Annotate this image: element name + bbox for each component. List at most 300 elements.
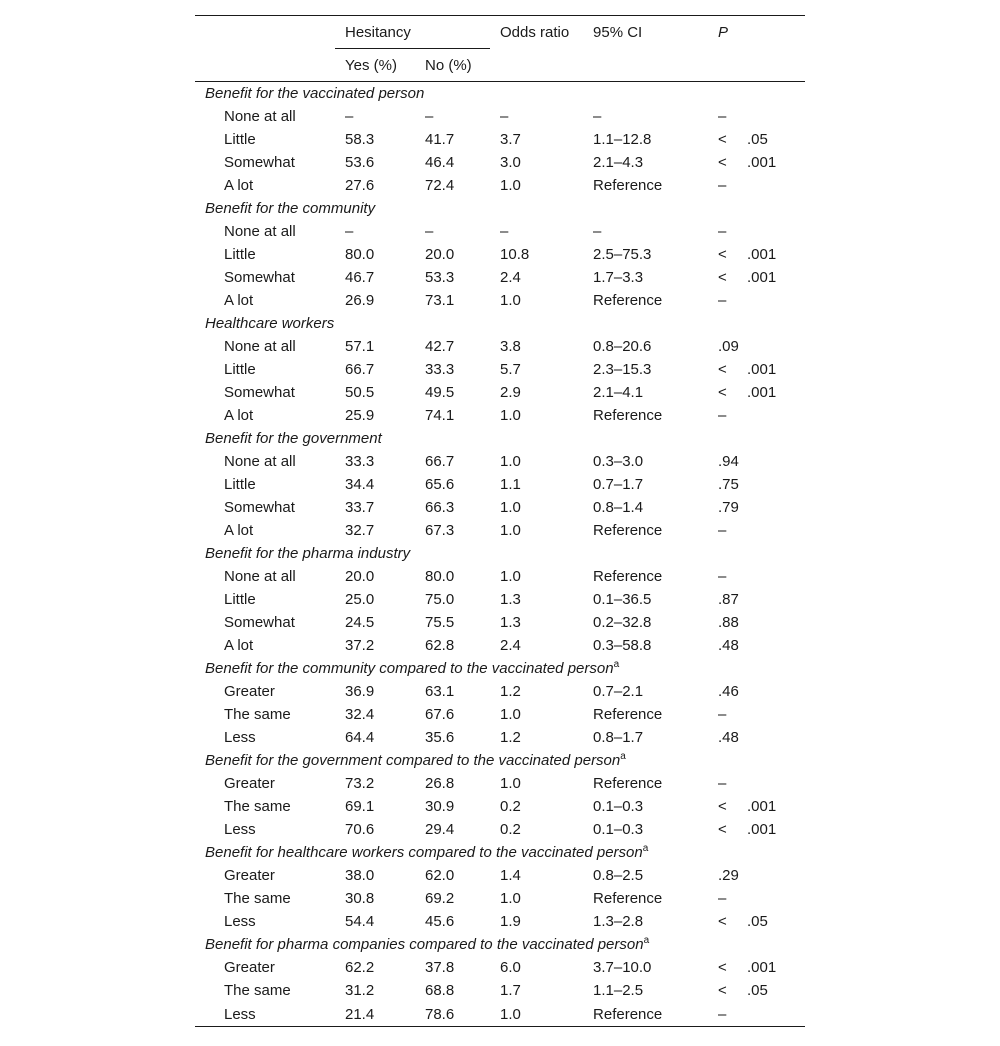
- no-percent-cell: 42.7: [425, 338, 455, 355]
- less-than-sign: <: [718, 361, 727, 378]
- no-percent-cell: 80.0: [425, 568, 455, 585]
- odds-ratio-cell: 1.0: [500, 499, 521, 516]
- footnote-marker: a: [642, 843, 649, 854]
- p-value: .79: [718, 499, 739, 516]
- yes-percent-cell: 64.4: [345, 729, 375, 746]
- p-value-cell: [701, 496, 805, 519]
- yes-percent-cell: 73.2: [345, 775, 375, 792]
- odds-ratio-cell: 1.1: [500, 476, 521, 493]
- odds-ratio-cell: 3.0: [500, 154, 521, 171]
- odds-ratio-cell: 2.4: [500, 269, 521, 286]
- group-title: Benefit for pharma companies compared to the vaccinated person: [205, 936, 644, 953]
- ci-cell: Reference: [593, 775, 663, 792]
- p-value-cell: [701, 703, 805, 726]
- row-label: Somewhat: [224, 269, 295, 286]
- table-row: [195, 818, 805, 841]
- header-blank-2: [195, 49, 335, 82]
- ci-cell: –: [593, 223, 602, 240]
- ci-cell: 1.1–2.5: [593, 982, 644, 999]
- less-than-sign: <: [718, 384, 727, 401]
- less-than-sign: <: [718, 959, 727, 976]
- odds-ratio-cell: 3.8: [500, 338, 521, 355]
- yes-percent-cell: 32.4: [345, 706, 375, 723]
- row-label: A lot: [224, 292, 254, 309]
- no-percent-cell: 75.5: [425, 614, 455, 631]
- p-value: .001: [747, 154, 777, 171]
- yes-percent-cell: 70.6: [345, 821, 375, 838]
- p-value-cell: [701, 450, 805, 473]
- odds-ratio-cell: 1.0: [500, 292, 521, 309]
- odds-ratio-cell: 2.9: [500, 384, 521, 401]
- no-percent-cell: 29.4: [425, 821, 455, 838]
- ci-cell: 1.1–12.8: [593, 131, 652, 148]
- p-value-cell: [701, 1002, 805, 1027]
- p-value: .29: [718, 867, 739, 884]
- p-value: .05: [747, 982, 768, 999]
- ci-cell: 0.8–1.4: [593, 499, 644, 516]
- no-percent-cell: 66.3: [425, 499, 455, 516]
- odds-ratio-cell: 1.0: [500, 568, 521, 585]
- group-title: Benefit for the pharma industry: [205, 545, 411, 562]
- p-value-cell: [701, 588, 805, 611]
- odds-ratio-cell: 1.0: [500, 522, 521, 539]
- ci-cell: Reference: [593, 568, 663, 585]
- odds-ratio-cell: 6.0: [500, 959, 521, 976]
- table-row: [195, 404, 805, 427]
- p-value-cell: [701, 979, 805, 1002]
- no-percent-cell: 37.8: [425, 959, 455, 976]
- footnote-marker: a: [643, 935, 650, 946]
- yes-percent-cell: 24.5: [345, 614, 375, 631]
- no-percent-cell: 20.0: [425, 246, 455, 263]
- yes-percent-cell: 26.9: [345, 292, 375, 309]
- row-label: Somewhat: [224, 499, 295, 516]
- p-value-cell: [701, 634, 805, 657]
- odds-ratio-cell: –: [500, 223, 509, 240]
- odds-ratio-cell: 5.7: [500, 361, 521, 378]
- group-title-cell: [195, 82, 805, 106]
- p-value: –: [718, 177, 727, 194]
- p-value: .48: [718, 729, 739, 746]
- odds-ratio-cell: 1.0: [490, 1002, 583, 1027]
- row-label: None at all: [224, 108, 296, 125]
- group-row: [195, 427, 805, 450]
- no-percent-cell: 49.5: [425, 384, 455, 401]
- p-value-cell: [701, 404, 805, 427]
- table-row: [195, 910, 805, 933]
- group-title-cell: [195, 312, 805, 335]
- yes-percent-cell: 58.3: [345, 131, 375, 148]
- table-row: [195, 726, 805, 749]
- table-row: [195, 473, 805, 496]
- yes-percent-cell: 69.1: [345, 798, 375, 815]
- group-row: [195, 312, 805, 335]
- table-row: [195, 588, 805, 611]
- odds-ratio-cell: 1.0: [500, 775, 521, 792]
- no-percent-cell: 45.6: [425, 913, 455, 930]
- row-label: The same: [224, 706, 291, 723]
- yes-percent-cell: 31.2: [345, 982, 375, 999]
- table-row: [195, 335, 805, 358]
- group-row: [195, 841, 805, 864]
- p-value: –: [718, 407, 727, 424]
- row-label: Less: [195, 1002, 335, 1027]
- p-value-cell: [701, 128, 805, 151]
- row-label: Somewhat: [224, 384, 295, 401]
- no-percent-cell: 67.6: [425, 706, 455, 723]
- row-label: Less: [224, 729, 256, 746]
- no-percent-cell: 69.2: [425, 890, 455, 907]
- p-value: .001: [747, 821, 777, 838]
- odds-ratio-cell: –: [500, 108, 509, 125]
- group-row: [195, 542, 805, 565]
- ci-cell: 0.8–2.5: [593, 867, 644, 884]
- no-percent-cell: 26.8: [425, 775, 455, 792]
- p-value-cell: [701, 795, 805, 818]
- table-row: [195, 634, 805, 657]
- ci-cell: Reference: [593, 522, 663, 539]
- ci-cell: Reference: [583, 1002, 701, 1027]
- row-label: Greater: [224, 867, 275, 884]
- hesitancy-odds-table: [195, 15, 805, 1027]
- no-percent-cell: 53.3: [425, 269, 455, 286]
- ci-cell: 2.1–4.1: [593, 384, 644, 401]
- ci-cell: 0.7–1.7: [593, 476, 644, 493]
- p-value: .48: [718, 637, 739, 654]
- yes-percent-cell: 25.9: [345, 407, 375, 424]
- group-title-cell: [195, 841, 805, 864]
- odds-ratio-cell: 0.2: [500, 821, 521, 838]
- group-row: [195, 749, 805, 772]
- ci-cell: 1.3–2.8: [593, 913, 644, 930]
- odds-ratio-cell: 1.0: [500, 706, 521, 723]
- p-value: –: [718, 223, 727, 240]
- row-label: None at all: [224, 453, 296, 470]
- ci-cell: 2.1–4.3: [593, 154, 644, 171]
- ci-cell: 2.3–15.3: [593, 361, 652, 378]
- no-percent-cell: 73.1: [425, 292, 455, 309]
- no-percent-cell: 62.8: [425, 637, 455, 654]
- group-title: Benefit for the government compared to the vaccinated person: [205, 752, 621, 769]
- row-label: Little: [224, 246, 256, 263]
- table-row: [195, 220, 805, 243]
- table-body: [195, 82, 805, 1027]
- p-value-cell: [701, 381, 805, 404]
- less-than-sign: <: [718, 913, 727, 930]
- row-label: Little: [224, 361, 256, 378]
- yes-percent-cell: 37.2: [345, 637, 375, 654]
- p-value: .75: [718, 476, 739, 493]
- p-value: .001: [747, 361, 777, 378]
- odds-ratio-cell: 1.2: [500, 729, 521, 746]
- table-row: [195, 956, 805, 979]
- odds-ratio-cell: 1.0: [500, 407, 521, 424]
- header-ci: 95% CI: [583, 16, 701, 82]
- no-percent-cell: 35.6: [425, 729, 455, 746]
- table-row: [195, 450, 805, 473]
- p-value-cell: [701, 772, 805, 795]
- p-value-cell: [701, 611, 805, 634]
- yes-percent-cell: 57.1: [345, 338, 375, 355]
- table-row: [195, 864, 805, 887]
- odds-ratio-cell: 1.4: [500, 867, 521, 884]
- yes-percent-cell: –: [345, 223, 354, 240]
- p-value: –: [718, 292, 727, 309]
- header-no: No (%): [415, 49, 490, 82]
- less-than-sign: <: [718, 821, 727, 838]
- less-than-sign: <: [718, 798, 727, 815]
- footnote-marker: a: [613, 659, 620, 670]
- yes-percent-cell: 36.9: [345, 683, 375, 700]
- p-value: .001: [747, 384, 777, 401]
- data-table-container: [195, 15, 805, 1027]
- odds-ratio-cell: 0.2: [500, 798, 521, 815]
- group-row: [195, 82, 805, 106]
- odds-ratio-cell: 3.7: [500, 131, 521, 148]
- p-value-cell: [701, 151, 805, 174]
- yes-percent-cell: 30.8: [345, 890, 375, 907]
- row-label: The same: [224, 982, 291, 999]
- p-value-cell: [701, 473, 805, 496]
- p-value-cell: [701, 956, 805, 979]
- odds-ratio-cell: 2.4: [500, 637, 521, 654]
- p-value-cell: [701, 726, 805, 749]
- row-label: The same: [224, 798, 291, 815]
- p-value: .09: [718, 338, 739, 355]
- odds-ratio-cell: 1.7: [500, 982, 521, 999]
- yes-percent-cell: 33.3: [345, 453, 375, 470]
- row-label: Greater: [224, 683, 275, 700]
- table-row: [195, 358, 805, 381]
- yes-percent-cell: 62.2: [345, 959, 375, 976]
- p-value-cell: [701, 519, 805, 542]
- yes-percent-cell: 80.0: [345, 246, 375, 263]
- no-percent-cell: 78.6: [415, 1002, 490, 1027]
- p-value: .05: [747, 913, 768, 930]
- table-row: [195, 243, 805, 266]
- group-title-cell: [195, 197, 805, 220]
- no-percent-cell: 62.0: [425, 867, 455, 884]
- odds-ratio-cell: 1.0: [500, 177, 521, 194]
- table-row: [195, 611, 805, 634]
- row-label: None at all: [224, 568, 296, 585]
- row-label: Less: [224, 821, 256, 838]
- row-label: A lot: [224, 407, 254, 424]
- p-value-cell: [701, 335, 805, 358]
- p-value-cell: [701, 243, 805, 266]
- ci-cell: –: [593, 108, 602, 125]
- odds-ratio-cell: 10.8: [500, 246, 530, 263]
- no-percent-cell: 67.3: [425, 522, 455, 539]
- less-than-sign: <: [718, 154, 727, 171]
- table-row: [195, 795, 805, 818]
- p-value-cell: [701, 864, 805, 887]
- ci-cell: Reference: [593, 177, 663, 194]
- row-label: Less: [224, 913, 256, 930]
- p-value-cell: [701, 174, 805, 197]
- row-label: The same: [224, 890, 291, 907]
- odds-ratio-cell: 1.3: [500, 591, 521, 608]
- header-blank: [195, 16, 335, 49]
- p-value-cell: [701, 220, 805, 243]
- ci-cell: Reference: [593, 890, 663, 907]
- row-label: Little: [224, 476, 256, 493]
- less-than-sign: <: [718, 131, 727, 148]
- row-label: A lot: [224, 637, 254, 654]
- ci-cell: 0.2–32.8: [593, 614, 652, 631]
- row-label: Little: [224, 131, 256, 148]
- p-value: .87: [718, 591, 739, 608]
- p-value: .46: [718, 683, 739, 700]
- p-value: –: [718, 1005, 727, 1023]
- ci-cell: 0.8–20.6: [593, 338, 652, 355]
- table-row: [195, 703, 805, 726]
- no-percent-cell: 46.4: [425, 154, 455, 171]
- odds-ratio-cell: 1.0: [500, 453, 521, 470]
- ci-cell: 0.1–36.5: [593, 591, 652, 608]
- row-label: A lot: [224, 522, 254, 539]
- p-value: .94: [718, 453, 739, 470]
- p-value: –: [718, 108, 727, 125]
- yes-percent-cell: 50.5: [345, 384, 375, 401]
- ci-cell: 1.7–3.3: [593, 269, 644, 286]
- group-title: Benefit for the community compared to the vaccinated person: [205, 660, 614, 677]
- odds-ratio-cell: 1.3: [500, 614, 521, 631]
- table-row: [195, 979, 805, 1002]
- table-row: [195, 105, 805, 128]
- yes-percent-cell: 53.6: [345, 154, 375, 171]
- odds-ratio-cell: 1.0: [500, 890, 521, 907]
- row-label: A lot: [224, 177, 254, 194]
- group-row: [195, 933, 805, 956]
- odds-ratio-cell: 1.2: [500, 683, 521, 700]
- ci-cell: Reference: [593, 407, 663, 424]
- group-title: Benefit for the community: [205, 200, 376, 217]
- p-value: .001: [747, 246, 777, 263]
- p-value: .05: [747, 131, 768, 148]
- ci-cell: Reference: [593, 706, 663, 723]
- table-row: [195, 174, 805, 197]
- no-percent-cell: 30.9: [425, 798, 455, 815]
- yes-percent-cell: 54.4: [345, 913, 375, 930]
- yes-percent-cell: –: [345, 108, 354, 125]
- row-label: Greater: [224, 775, 275, 792]
- less-than-sign: <: [718, 269, 727, 286]
- row-label: None at all: [224, 338, 296, 355]
- ci-cell: Reference: [593, 292, 663, 309]
- ci-cell: 3.7–10.0: [593, 959, 652, 976]
- p-value-cell: [701, 565, 805, 588]
- p-value: –: [718, 890, 727, 907]
- table-row: [195, 381, 805, 404]
- group-title: Benefit for the government: [205, 430, 382, 447]
- less-than-sign: <: [718, 246, 727, 263]
- row-label: Little: [224, 591, 256, 608]
- group-title: Benefit for healthcare workers compared to the vaccinated person: [205, 844, 643, 861]
- table-row: [195, 519, 805, 542]
- group-title-cell: [195, 657, 805, 680]
- ci-cell: 0.3–3.0: [593, 453, 644, 470]
- yes-percent-cell: 20.0: [345, 568, 375, 585]
- no-percent-cell: 33.3: [425, 361, 455, 378]
- no-percent-cell: 72.4: [425, 177, 455, 194]
- p-value: .001: [747, 269, 777, 286]
- yes-percent-cell: 33.7: [345, 499, 375, 516]
- table-row: [195, 887, 805, 910]
- table-header: [195, 16, 805, 82]
- header-hesitancy: Hesitancy: [335, 16, 490, 49]
- no-percent-cell: –: [425, 108, 434, 125]
- group-row: [195, 197, 805, 220]
- row-label: None at all: [224, 223, 296, 240]
- header-p: P: [701, 16, 805, 82]
- table-row: [195, 151, 805, 174]
- no-percent-cell: 63.1: [425, 683, 455, 700]
- yes-percent-cell: 21.4: [335, 1002, 415, 1027]
- p-value-cell: [701, 358, 805, 381]
- p-value: –: [718, 522, 727, 539]
- group-title: Healthcare workers: [205, 315, 335, 332]
- ci-cell: 0.7–2.1: [593, 683, 644, 700]
- footnote-marker: a: [620, 751, 626, 762]
- row-label: Greater: [224, 959, 275, 976]
- no-percent-cell: –: [425, 223, 434, 240]
- row-label: Somewhat: [224, 614, 295, 631]
- table-row: [195, 1002, 805, 1027]
- no-percent-cell: 68.8: [425, 982, 455, 999]
- table-row: [195, 565, 805, 588]
- header-odds-ratio: Odds ratio: [490, 16, 583, 82]
- table-row: [195, 496, 805, 519]
- p-value: .001: [747, 959, 777, 976]
- row-label: Somewhat: [224, 154, 295, 171]
- group-title-cell: [195, 933, 805, 956]
- p-value-cell: [701, 910, 805, 933]
- table-row: [195, 289, 805, 312]
- group-title-cell: [195, 427, 805, 450]
- yes-percent-cell: 25.0: [345, 591, 375, 608]
- table-row: [195, 128, 805, 151]
- ci-cell: 0.3–58.8: [593, 637, 652, 654]
- p-value: .88: [718, 614, 739, 631]
- no-percent-cell: 41.7: [425, 131, 455, 148]
- no-percent-cell: 65.6: [425, 476, 455, 493]
- p-value-cell: [701, 105, 805, 128]
- p-value: –: [718, 568, 727, 585]
- yes-percent-cell: 32.7: [345, 522, 375, 539]
- odds-ratio-cell: 1.9: [500, 913, 521, 930]
- yes-percent-cell: 34.4: [345, 476, 375, 493]
- p-value-cell: [701, 680, 805, 703]
- no-percent-cell: 75.0: [425, 591, 455, 608]
- p-value: –: [718, 775, 727, 792]
- less-than-sign: <: [718, 982, 727, 999]
- p-value: .001: [747, 798, 777, 815]
- p-value-cell: [701, 266, 805, 289]
- header-yes: Yes (%): [335, 49, 415, 82]
- ci-cell: 0.8–1.7: [593, 729, 644, 746]
- table-row: [195, 266, 805, 289]
- ci-cell: 0.1–0.3: [593, 798, 644, 815]
- no-percent-cell: 66.7: [425, 453, 455, 470]
- yes-percent-cell: 27.6: [345, 177, 375, 194]
- group-title: Benefit for the vaccinated person: [205, 85, 425, 102]
- p-value-cell: [701, 887, 805, 910]
- group-row: [195, 657, 805, 680]
- yes-percent-cell: 46.7: [345, 269, 375, 286]
- ci-cell: 2.5–75.3: [593, 246, 652, 263]
- p-value-cell: [701, 818, 805, 841]
